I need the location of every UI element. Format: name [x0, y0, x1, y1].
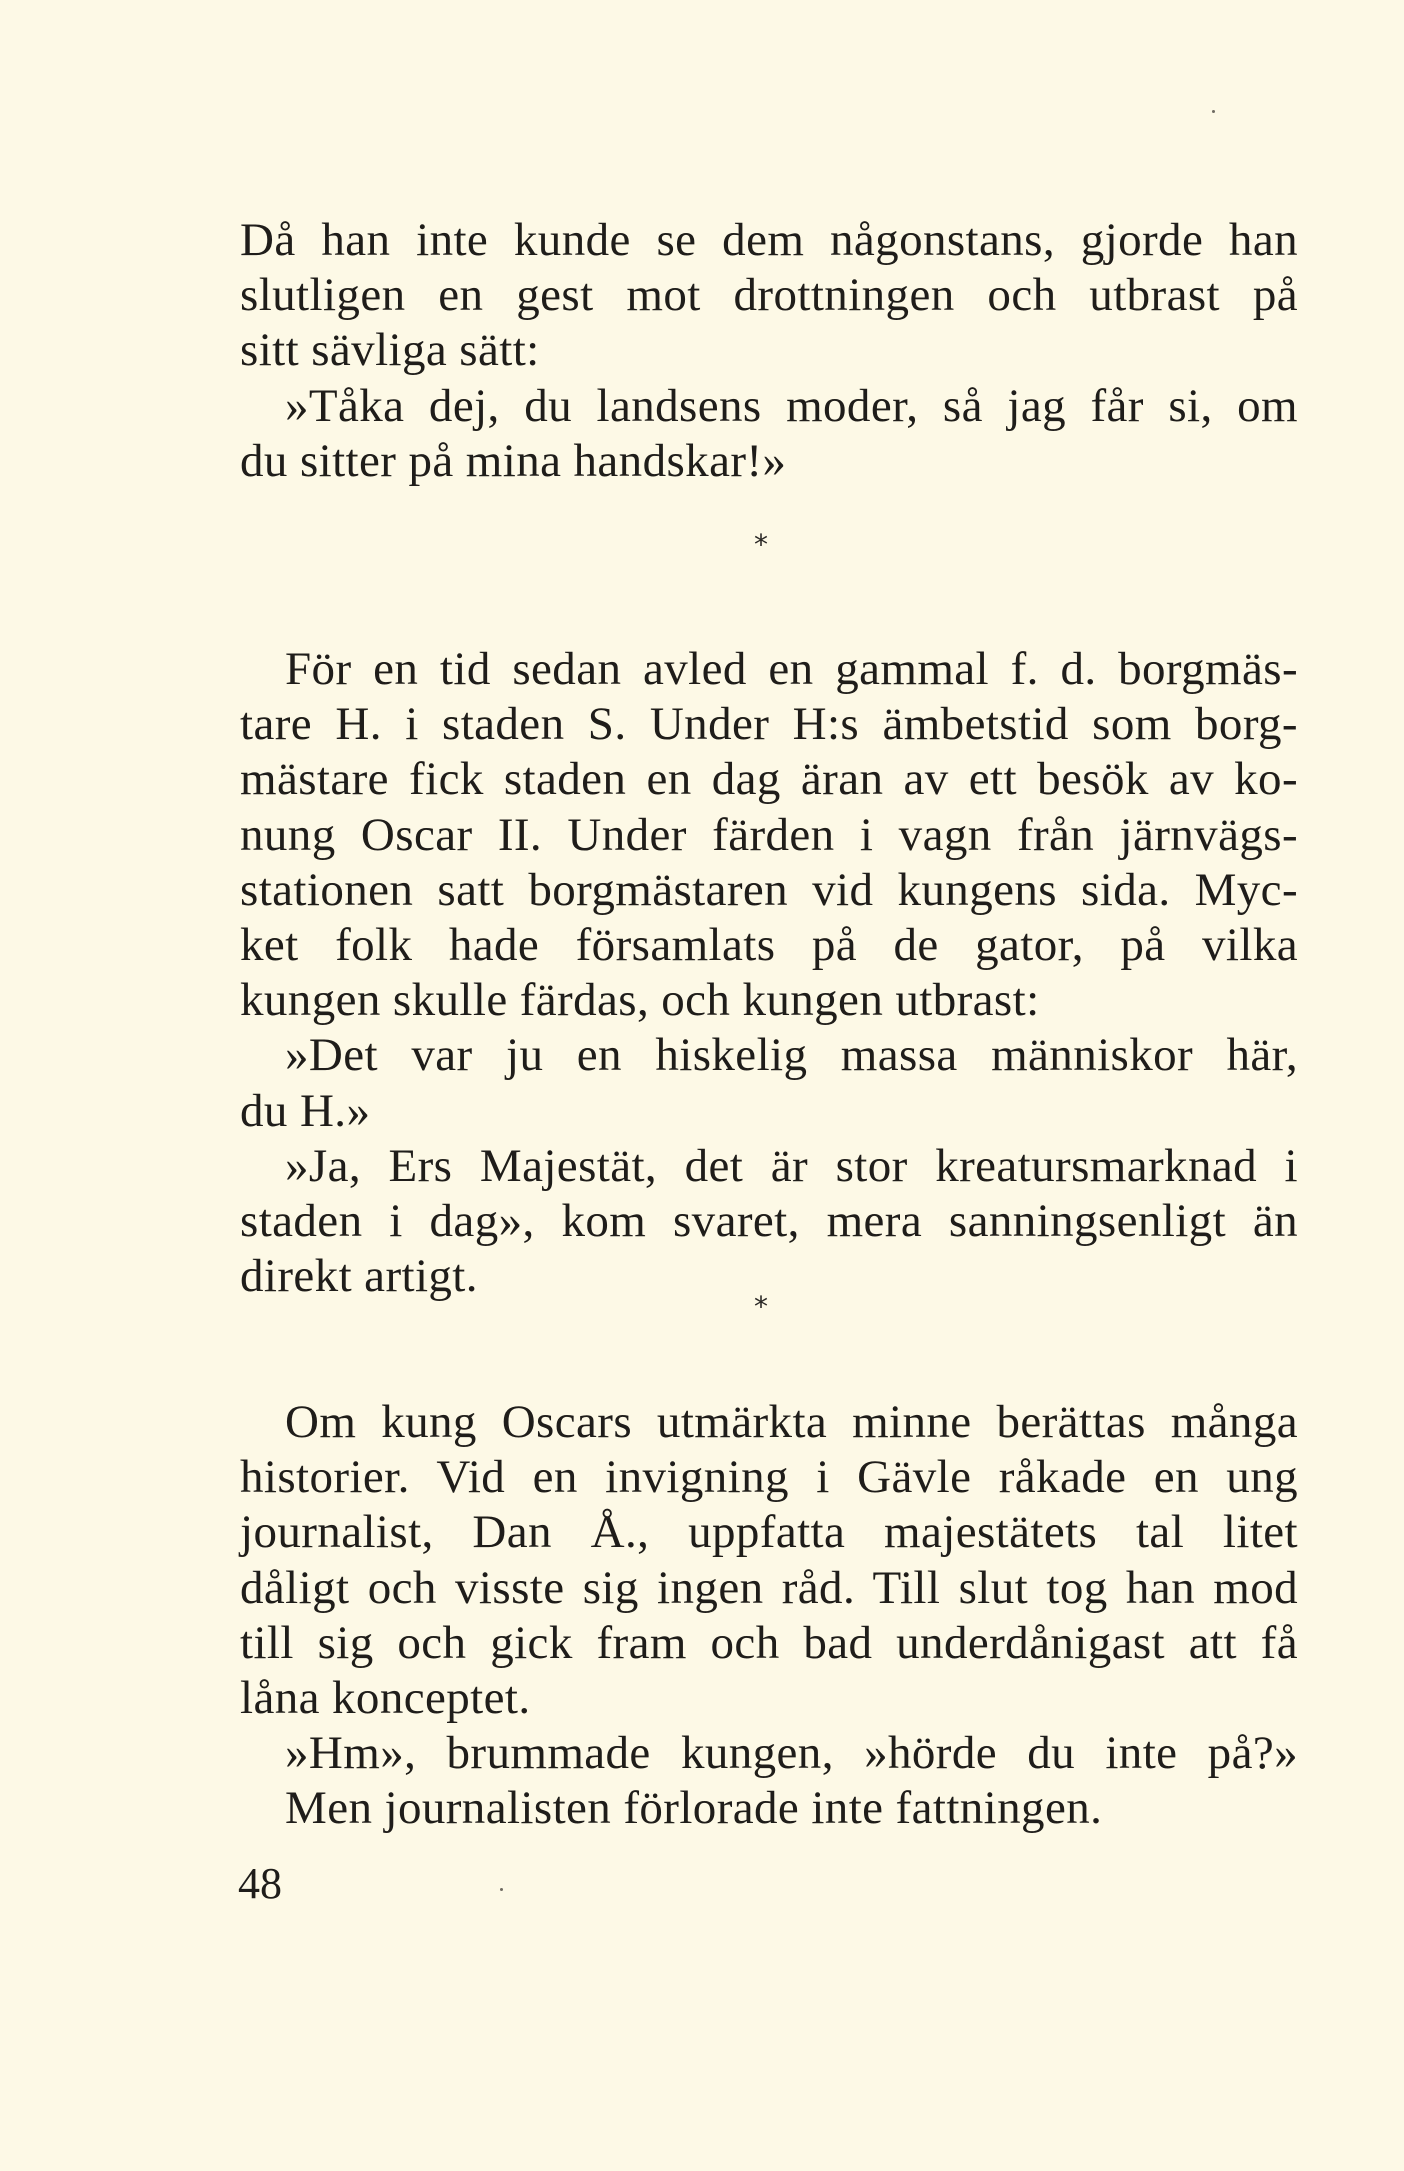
text-line: staden i dag», kom svaret, mera sanningsenligt än [240, 1194, 1298, 1247]
text-line: »Ja, Ers Majestät, det är stor kreatursmarknad i [285, 1139, 1298, 1192]
text-line: slutligen en gest mot drottningen och utbrast på [240, 269, 1298, 322]
text-line: direkt artigt. [240, 1250, 478, 1303]
section-separator-asterisk: * [754, 1290, 768, 1323]
paper-speck [1212, 110, 1215, 113]
text-line: sitt sävliga sätt: [240, 324, 540, 377]
paragraph-block-1 [240, 213, 1298, 489]
text-line: historier. Vid en invigning i Gävle råkade en ung [240, 1451, 1298, 1504]
text-line: För en tid sedan avled en gammal f. d. borgmäs- [285, 643, 1298, 695]
text-line: du H.» [240, 1084, 371, 1137]
text-line: dåligt och visste sig ingen råd. Till slut tog han mod [240, 1561, 1298, 1614]
text-line: tare H. i staden S. Under H:s ämbetstid som borg- [240, 698, 1298, 751]
paragraph-block-3 [240, 1395, 1298, 1837]
text-line: mästare fick staden en dag äran av ett besök av ko- [240, 753, 1298, 806]
text-line: kungen skulle färdas, och kungen utbrast: [240, 974, 1040, 1027]
page-number: 48 [238, 1859, 282, 1908]
text-line: Men journalisten förlorade inte fattningen. [285, 1782, 1103, 1835]
text-line: Då han inte kunde se dem någonstans, gjorde han [240, 214, 1298, 266]
text-line: låna konceptet. [240, 1671, 531, 1724]
text-line: »Hm», brummade kungen, »hörde du inte på?» [285, 1727, 1298, 1780]
text-line: journalist, Dan Å., uppfatta majestätets tal litet [240, 1506, 1298, 1559]
text-line: stationen satt borgmästaren vid kungens sida. Myc- [240, 863, 1298, 916]
paper-speck [500, 1888, 503, 1891]
text-line: till sig och gick fram och bad underdånigast att få [240, 1616, 1298, 1669]
text-line: nung Oscar II. Under färden i vagn från järnvägs- [240, 808, 1298, 861]
text-line: »Tåka dej, du landsens moder, så jag får si, om [285, 379, 1298, 432]
section-separator-asterisk: * [754, 528, 768, 561]
text-line: Om kung Oscars utmärkta minne berättas många [285, 1396, 1298, 1448]
text-line: »Det var ju en hiskelig massa människor här, [285, 1029, 1298, 1082]
paragraph-block-2 [240, 642, 1298, 1304]
text-line: du sitter på mina handskar!» [240, 434, 787, 487]
text-line: ket folk hade församlats på de gator, på vilka [240, 918, 1298, 971]
